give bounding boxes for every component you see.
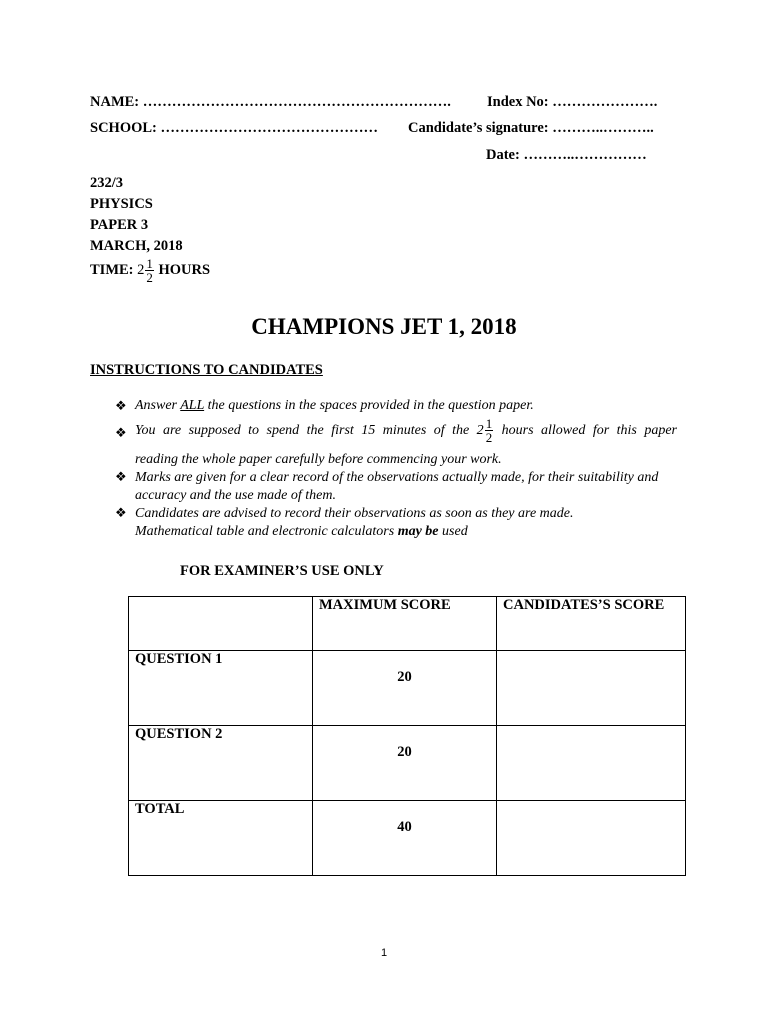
table-header-row [129, 597, 686, 651]
instruction-1-end: the questions in the spaces provided in the question paper. [204, 398, 534, 413]
max-score-cell [313, 801, 497, 876]
table-row [129, 726, 686, 801]
bullet-icon: ❖ [115, 505, 127, 520]
table-row [129, 651, 686, 726]
examiner-heading: FOR EXAMINER’S USE ONLY [180, 563, 384, 579]
subject-name: PHYSICS [90, 196, 153, 212]
instruction-2-line-1 [135, 416, 677, 446]
instruction-1 [135, 397, 677, 415]
row-label: QUESTION 1 [129, 651, 313, 726]
time-fraction-denominator: 2 [146, 270, 153, 285]
time-fraction-numerator: 1 [146, 256, 153, 271]
instruction-2-numerator: 1 [485, 416, 493, 432]
candidate-signature-field: Candidate’s signature: ………..……….. [408, 120, 654, 136]
instruction-1-emphasis: ALL [180, 398, 205, 413]
candidate-score-cell[interactable] [497, 801, 686, 876]
instruction-4-line-1: Candidates are advised to record their observations as soon as they are made. [135, 506, 574, 521]
instruction-2-end: hours allowed for this paper [494, 423, 677, 438]
name-field: NAME: ………………………………………………………. [90, 94, 451, 110]
instruction-4-end: used [438, 524, 468, 539]
paper-number: PAPER 3 [90, 217, 149, 233]
bullet-icon: ❖ [115, 398, 127, 413]
bullet-icon: ❖ [115, 469, 127, 484]
instructions-heading: INSTRUCTIONS TO CANDIDATES [90, 362, 323, 378]
header-candidate-score: CANDIDATES’S SCORE [497, 597, 686, 651]
table-row [129, 801, 686, 876]
instruction-4-bold: may be [397, 524, 439, 539]
time-unit: HOURS [158, 261, 211, 278]
header-max-score: MAXIMUM SCORE [313, 597, 497, 651]
score-table [128, 596, 686, 876]
exam-title: CHAMPIONS JET 1, 2018 [251, 314, 517, 339]
candidate-score-cell[interactable] [497, 651, 686, 726]
school-field: SCHOOL: ……………………………………… [90, 120, 378, 136]
instruction-2-denominator: 2 [485, 430, 493, 446]
max-score-value: 40 [397, 819, 412, 835]
instruction-2-fraction [485, 417, 494, 444]
row-label: TOTAL [129, 801, 313, 876]
max-score-cell [313, 651, 497, 726]
instruction-3: Marks are given for a clear record of the observations actually made, for their suitability and accuracy and the use made of them. [135, 470, 659, 503]
max-score-value: 20 [397, 669, 412, 685]
paper-code: 232/3 [90, 175, 124, 191]
instruction-4-line-2 [135, 523, 677, 541]
bullet-icon: ❖ [115, 425, 127, 440]
time-label: TIME: [90, 261, 134, 278]
index-number-field: Index No: …………………. [487, 94, 658, 110]
date-field: Date: ………..…………… [486, 147, 647, 163]
instruction-1-start: Answer [135, 398, 181, 413]
max-score-value: 20 [397, 744, 412, 760]
header-empty-cell [129, 597, 313, 651]
time-fraction [145, 257, 154, 284]
candidate-score-cell[interactable] [497, 726, 686, 801]
time-allowed [90, 257, 210, 284]
time-whole: 2 [137, 261, 145, 278]
max-score-cell [313, 726, 497, 801]
row-label: QUESTION 2 [129, 726, 313, 801]
instruction-2-line-2: reading the whole paper carefully before commencing your work. [135, 452, 502, 467]
exam-date: MARCH, 2018 [90, 238, 183, 254]
instruction-4-start: Mathematical table and electronic calculators [135, 524, 398, 539]
page-number: 1 [380, 947, 388, 959]
instruction-2-start: You are supposed to spend the first 15 minutes of the 2 [135, 423, 484, 438]
